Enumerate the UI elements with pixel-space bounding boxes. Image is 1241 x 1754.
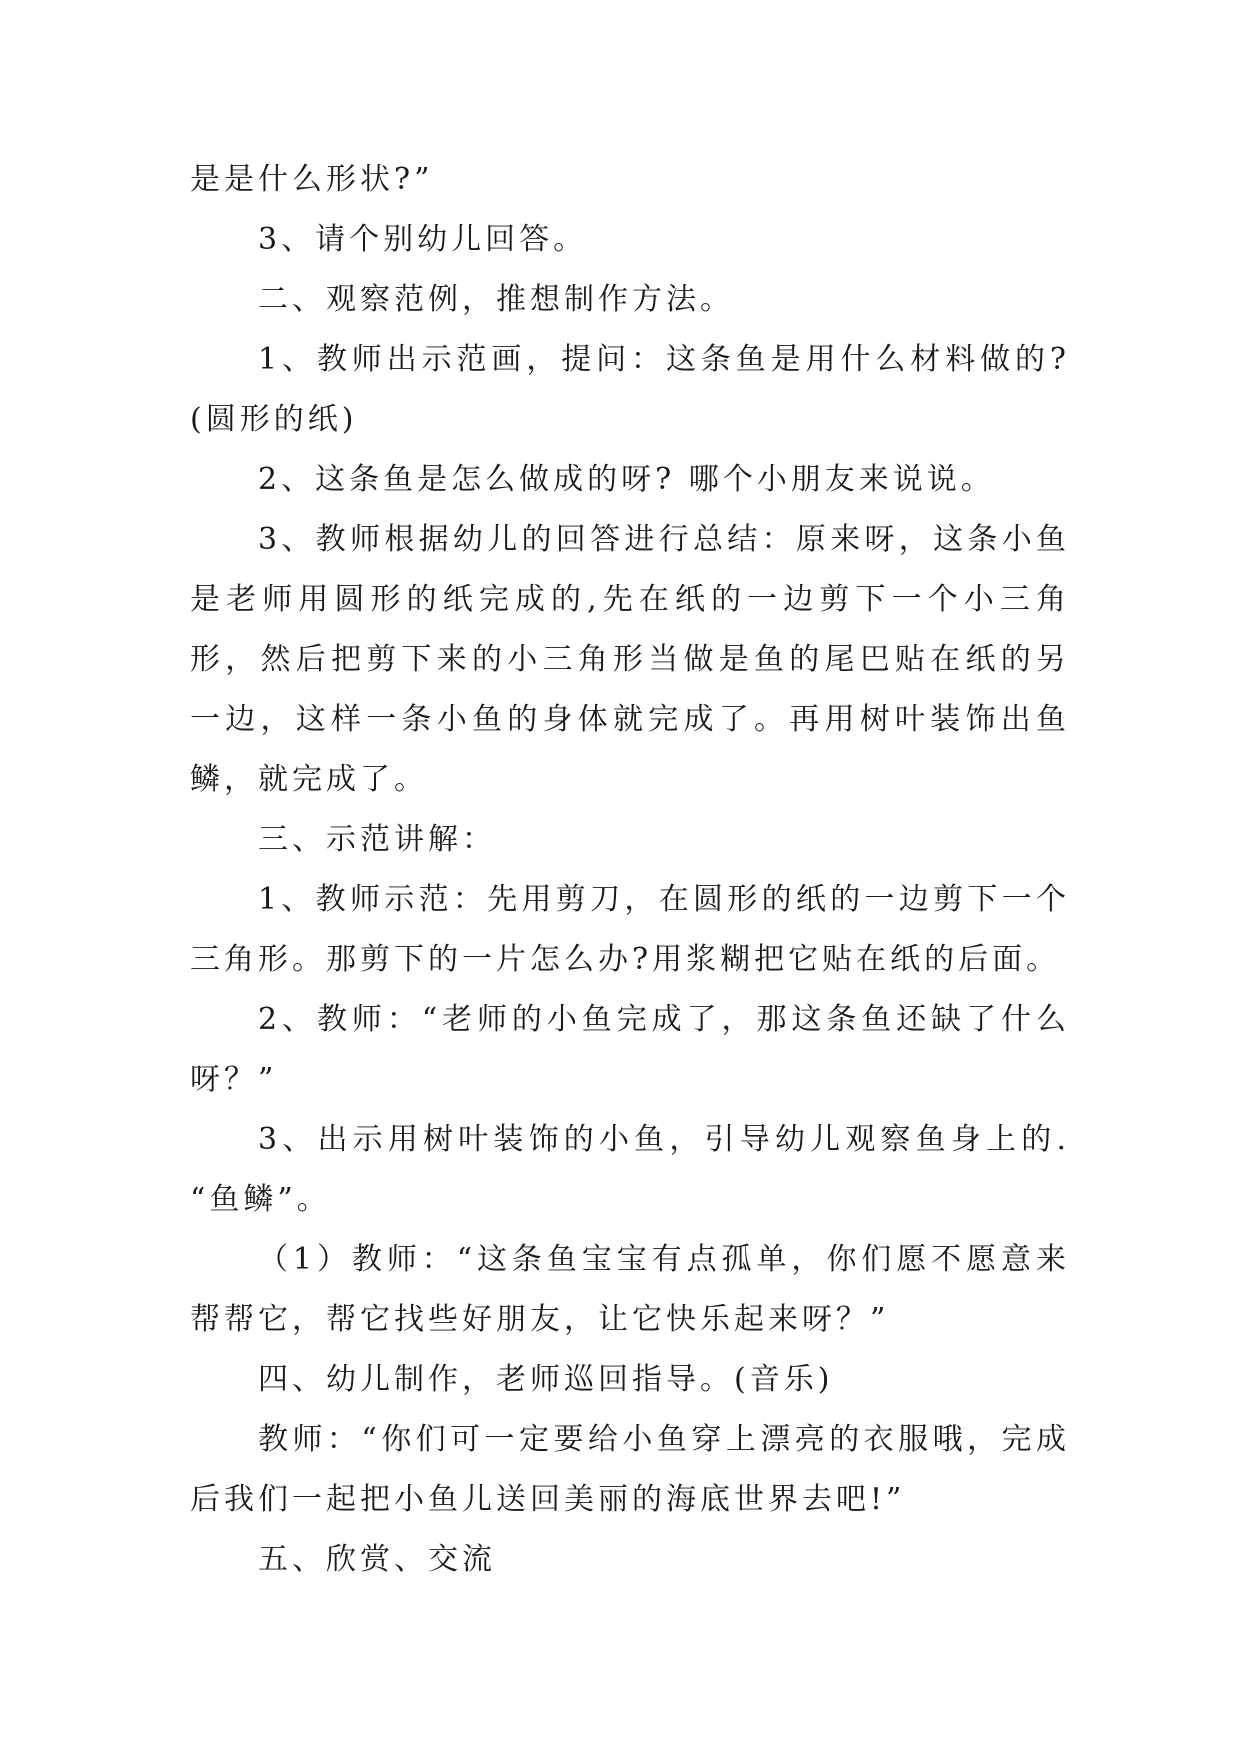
paragraph: 3、出示用树叶装饰的小鱼，引导幼儿观察鱼身上的. “鱼鳞”。 — [190, 1122, 1070, 1217]
paragraph: 2、这条鱼是怎么做成的呀? 哪个小朋友来说说。 — [258, 462, 995, 497]
paragraph: 1、教师出示范画，提问：这条鱼是用什么材料做的?(圆形的纸) — [190, 342, 1070, 437]
paragraph: 3、教师根据幼儿的回答进行总结：原来呀，这条小鱼是老师用圆形的纸完成的,先在纸的一边剪下一个小三角形，然后把剪下来的小三角形当做是鱼的尾巴贴在纸的另一边，这样一条小鱼的身体就完成了。再用树叶装饰出鱼鳞，就完成了。 — [190, 522, 1070, 797]
paragraph: 2、教师：“老师的小鱼完成了，那这条鱼还缺了什么呀？” — [190, 1002, 1070, 1097]
section-heading: 三、示范讲解： — [258, 822, 496, 857]
section-heading: 二、观察范例，推想制作方法。 — [258, 282, 734, 317]
document-body — [190, 150, 1070, 1590]
paragraph: 3、请个别幼儿回答。 — [258, 222, 588, 257]
section-heading: 四、幼儿制作，老师巡回指导。(音乐) — [258, 1362, 834, 1397]
paragraph: 教师：“你们可一定要给小鱼穿上漂亮的衣服哦，完成后我们一起把小鱼儿送回美丽的海底世界去吧!” — [190, 1422, 1070, 1517]
paragraph: （1）教师：“这条鱼宝宝有点孤单，你们愿不愿意来帮帮它，帮它找些好朋友，让它快乐起来呀？” — [190, 1242, 1070, 1337]
paragraph: 1、教师示范：先用剪刀，在圆形的纸的一边剪下一个三角形。那剪下的一片怎么办?用浆糊把它贴在纸的后面。 — [190, 882, 1070, 977]
section-heading: 五、欣赏、交流 — [258, 1542, 496, 1577]
paragraph: 是是什么形状?” — [190, 162, 434, 197]
